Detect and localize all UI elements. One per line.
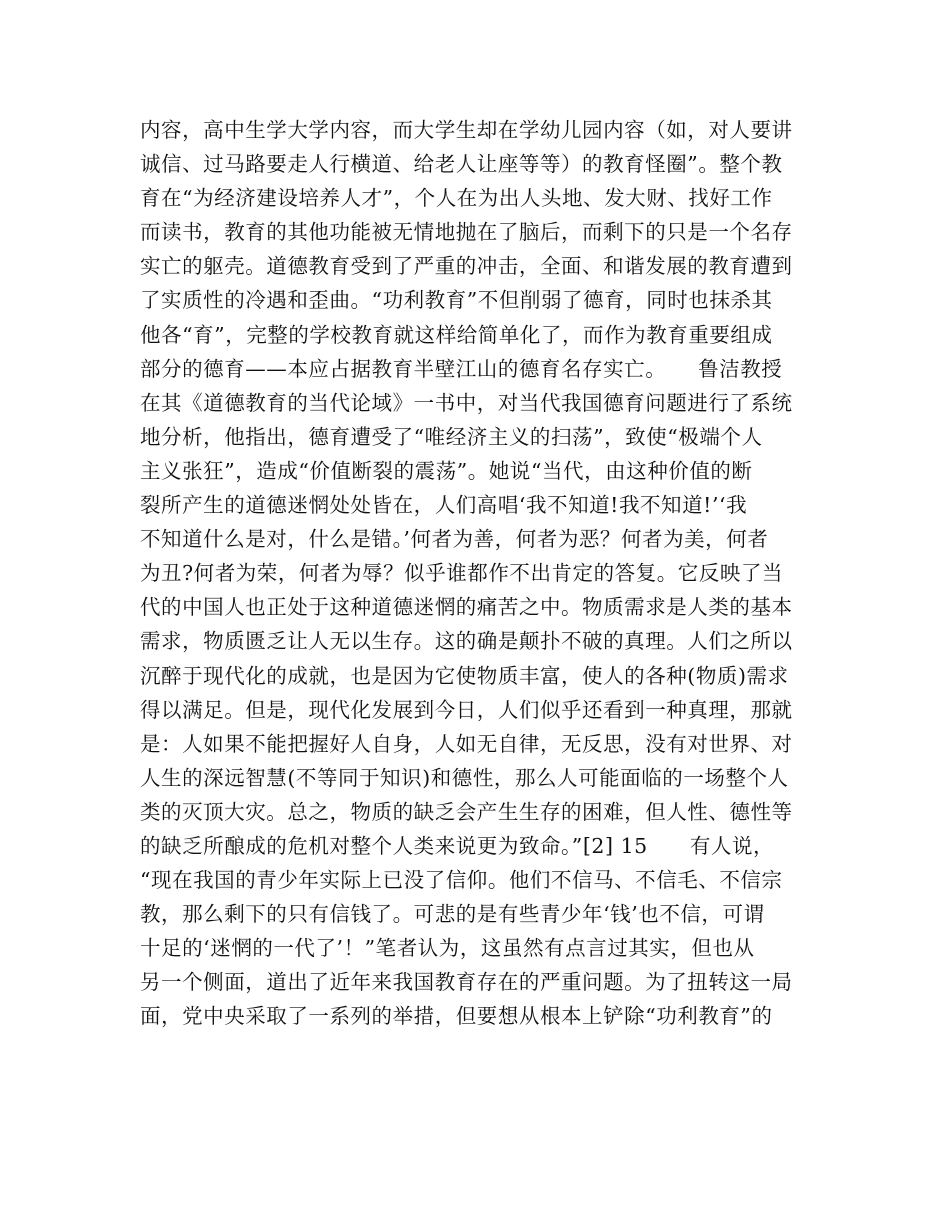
- text-line: 裂所产生的道德迷惘处处皆在，人们高唱‘我不知道!我不知道!’‘我: [140, 493, 748, 518]
- body-text: [140, 113, 840, 1034]
- text-line: 而读书，教育的其他功能被无情地抛在了脑后，而剩下的只是一个名存: [140, 220, 793, 245]
- text-line: 为丑?何者为荣，何者为辱？似乎谁都作不出肯定的答复。它反映了当: [140, 561, 784, 586]
- text-line: 地分析，他指出，德育遭受了“唯经济主义的扫荡”，致使“极端个人: [140, 424, 763, 449]
- text-line: 不知道什么是对，什么是错。’何者为善，何者为恶？何者为美，何者: [140, 527, 769, 552]
- text-line: 代的中国人也正处于这种道德迷惘的痛苦之中。物质需求是人类的基本: [140, 595, 793, 620]
- text-line: 是：人如果不能把握好人自身，人如无自律，无反思，没有对世界、对: [140, 731, 793, 756]
- text-line: 沉醉于现代化的成就，也是因为它使物质丰富，使人的各种(物质)需求: [140, 663, 789, 688]
- text-line: 十足的‘迷惘的一代了’！”笔者认为，这虽然有点言过其实，但也从: [140, 936, 755, 961]
- text-line: 实亡的躯壳。道德教育受到了严重的冲击，全面、和谐发展的教育遭到: [140, 254, 793, 279]
- text-line: 另一个侧面，道出了近年来我国教育存在的严重问题。为了扭转这一局: [140, 970, 793, 995]
- text-line: 在其《道德教育的当代论域》一书中，对当代我国德育问题进行了系统: [140, 390, 793, 415]
- text-line: 主义张狂”，造成“价值断裂的震荡”。她说“当代，由这种价值的断: [140, 458, 753, 483]
- text-line: 的缺乏所酿成的危机对整个人类来说更为致命。”[2] 15 有人说，: [140, 833, 775, 858]
- text-line: 了实质性的冷遇和歪曲。“功利教育”不但削弱了德育，同时也抹杀其: [140, 288, 773, 313]
- text-line: “现在我国的青少年实际上已没了信仰。他们不信马、不信毛、不信宗: [140, 868, 783, 893]
- text-line: 部分的德育——本应占据教育半壁江山的德育名存实亡。 鲁洁教授: [140, 356, 783, 381]
- text-line: 类的灭顶大灾。总之，物质的缺乏会产生生存的困难，但人性、德性等: [140, 799, 793, 824]
- text-line: 面，党中央采取了一系列的举措，但要想从根本上铲除“功利教育”的: [140, 1004, 773, 1029]
- text-line: 诚信、过马路要走人行横道、给老人让座等等）的教育怪圈”。整个教: [140, 152, 783, 177]
- text-line: 内容，高中生学大学内容，而大学生却在学幼儿园内容（如，对人要讲: [140, 118, 793, 142]
- text-line: 需求，物质匮乏让人无以生存。这的确是颠扑不破的真理。人们之所以: [140, 629, 793, 654]
- text-line: 育在“为经济建设培养人才”，个人在为出人头地、发大财、找好工作: [140, 186, 773, 211]
- text-line: 他各“育”，完整的学校教育就这样给简单化了，而作为教育重要组成: [140, 322, 773, 347]
- text-line: 人生的深远智慧(不等同于知识)和德性，那么人可能面临的一场整个人: [140, 765, 789, 790]
- text-line: 得以满足。但是，现代化发展到今日，人们似乎还看到一种真理，那就: [140, 697, 793, 722]
- text-line: 教，那么剩下的只有信钱了。可悲的是有些青少年‘钱’也不信，可谓: [140, 902, 765, 927]
